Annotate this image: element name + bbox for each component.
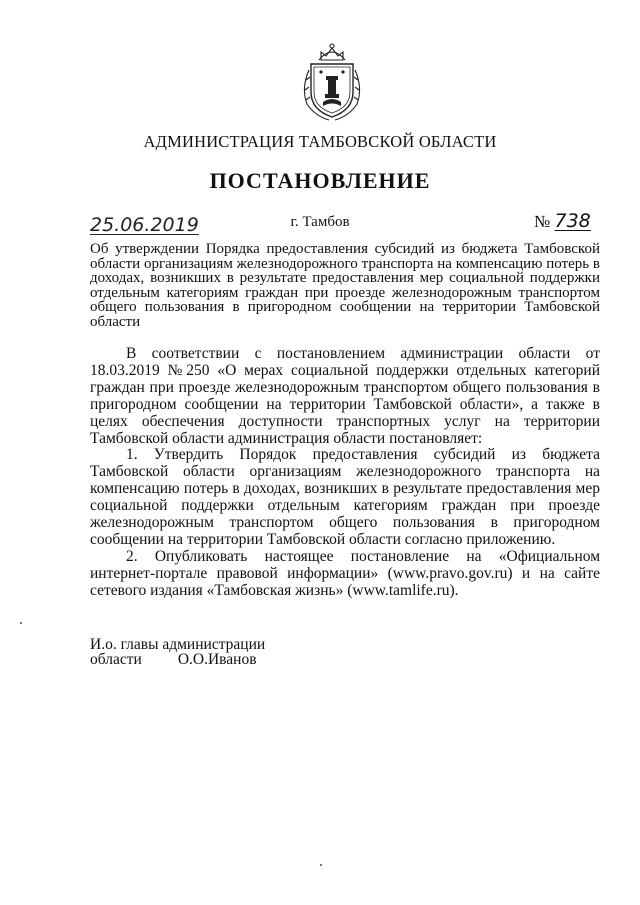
signature-block — [90, 637, 265, 667]
document-date: 25.06.2019 — [90, 214, 199, 236]
signatory-title: И.о. главы администрации — [90, 636, 266, 653]
document-body — [90, 346, 600, 600]
document-type-title: ПОСТАНОВЛЕНИЕ — [209, 168, 431, 193]
body-paragraph: В соответствии с постановлением администрации области от 18.03.2019 №250 «О мерах социальной поддержки отдельных категорий граждан при проезде железнодорожным транспортом общего пользования в пригородном сообщении на территории Тамбовской области», а также в целях обеспечения доступности транспортных услуг на территории Тамбовской области администрация области постановляет: — [90, 345, 600, 447]
document-number — [534, 210, 591, 232]
number-sign: № — [534, 212, 551, 231]
document-subject: Об утверждении Порядка предоставления субсидий из бюджета Тамбовской области организациям железнодорожного транспорта на компенсацию потерь в доходах, возникших в результате предоставления мер социальной поддержки отдельным категориям граждан при проезде железнодорожным транспортом общего пользования в пригородном сообщении на территории Тамбовской области — [90, 241, 600, 330]
body-paragraph: 1. Утвердить Порядок предоставления субсидий из бюджета Тамбовской области организациям железнодорожного транспорта на компенсацию потерь в доходах, возникших в результате предоставления мер социальной поддержки отдельным категориям граждан при проезде железнодорожным транспортом общего пользования в пригородном сообщении на территории Тамбовской области согласно приложению. — [90, 446, 600, 548]
organization-name: АДМИНИСТРАЦИЯ ТАМБОВСКОЙ ОБЛАСТИ — [143, 132, 497, 151]
signatory-name: О.О.Иванов — [177, 651, 257, 668]
scan-speck — [20, 622, 22, 624]
body-paragraph: 2. Опубликовать настоящее постановление на «Официальном интернет-портале правовой информации» (www.pravo.gov.ru) и на сайте сетевого издания «Тамбовская жизнь» (www.tamlife.ru). — [90, 547, 600, 599]
document-city: г. Тамбов — [290, 214, 350, 230]
number-value: 738 — [554, 210, 591, 232]
coat-of-arms-emblem — [299, 40, 365, 122]
signatory-title-continued: области — [90, 651, 142, 668]
scan-speck — [320, 864, 322, 866]
